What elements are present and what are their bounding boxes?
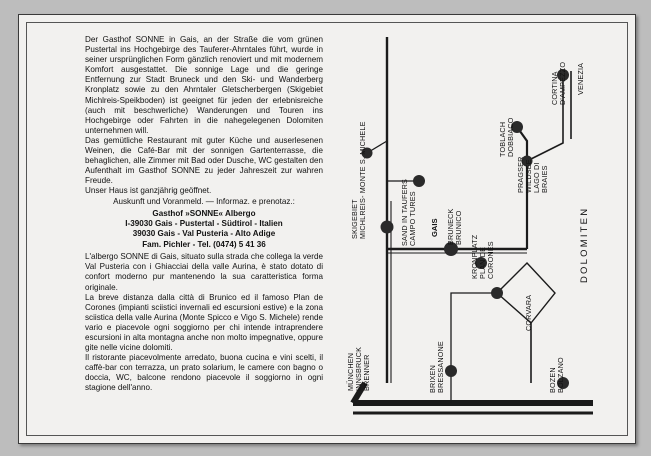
svg-text:BRIXEN: BRIXEN <box>428 365 437 393</box>
map-label-brixen <box>428 341 445 393</box>
map-label-michlreis <box>350 121 367 239</box>
svg-text:DOBBIACO: DOBBIACO <box>506 117 515 157</box>
map-label-dolomiten-region <box>579 207 590 283</box>
svg-text:BRESSANONE: BRESSANONE <box>436 341 445 393</box>
map-label-cortina <box>550 62 567 105</box>
svg-text:DOLOMITEN: DOLOMITEN <box>579 206 590 283</box>
svg-text:BRUNICO: BRUNICO <box>454 210 463 245</box>
map-label-corvara <box>524 295 533 331</box>
svg-text:SKIGEBIET: SKIGEBIET <box>350 199 359 239</box>
road-west-loop <box>451 293 497 331</box>
svg-text:CORONES: CORONES <box>486 241 495 279</box>
svg-text:LAGO DI: LAGO DI <box>532 162 541 193</box>
map-label-pragser-wildsee <box>516 156 549 193</box>
svg-text:WILDSEE: WILDSEE <box>524 159 533 193</box>
map-dot-sand-in-taufers <box>413 175 425 187</box>
svg-text:PRAGSER: PRAGSER <box>516 156 525 193</box>
map-label-bozen <box>548 357 565 393</box>
svg-text:MICHLREIS- MONTE S. MICHELE: MICHLREIS- MONTE S. MICHELE <box>358 121 367 239</box>
address-block <box>85 209 323 251</box>
svg-text:VENEZIA: VENEZIA <box>576 62 585 95</box>
paragraph-de-2: Das gemütliche Restaurant mit guter Küche und auserlesenen Weinen, die Café-Bar mit der sonnigen Gartenterrasse, die behaglichen, alle Zimmer mit Bad oder Dusche, WC gestalten den Aufenthalt im Gasthof SONNE zu jeder Jahreszeit zur wahren Freude. <box>85 135 323 186</box>
map-label-venezia <box>576 63 585 95</box>
map-label-gais <box>430 218 439 237</box>
paragraph-de-1: Der Gasthof SONNE in Gais, an der Straße die vom grünen Pustertal ins Hochgebirge des Tauferer-Ahrntales führt, wurde in seiner ursprünglichen Form gänzlich renoviert und mit modernem Komfort ausgestattet. Die sonnige Lage und die geringe Entfernung zur Stadt Bruneck und den Ski- und Wanderberg Kronplatz sowie zu den Ahrntaler Gletscherbergen (Skigebiet Michlreis-Speikboden) ist geeignet für jeden der erlebnisreiche (auch mit beschwerliche) Wanderungen und Touren ins Hochgebirge oder Fahrten in die nahegelegenen Dolomiten unternehmen will. <box>85 35 323 135</box>
description-text-column <box>85 35 323 394</box>
svg-text:PLAN DE: PLAN DE <box>478 246 487 279</box>
paragraph-it-2: La breve distanza dalla città di Brunico ed il famoso Plan de Corones (impianti sciistici invernali ed escursioni estive) e la zona sciistica della valle Aurina (Monte Spicco e Vigo S. Michele) rende vario e piacevole ogni soggiorno per chi intende intraprendere escursioni in alta montagna anche non molto impegnative, oppure gite nelle vicine dolomiti. <box>85 292 323 353</box>
map-dot-brixen <box>445 365 457 377</box>
svg-text:CORVARA: CORVARA <box>524 294 533 331</box>
svg-text:SAND IN TAUFERS: SAND IN TAUFERS <box>400 178 409 246</box>
map-label-kronplatz <box>470 234 495 279</box>
contact-lead: Auskunft und Voranmeld. — Informaz. e prenotaz.: <box>113 196 295 206</box>
svg-text:GAIS: GAIS <box>430 218 439 237</box>
map-dot-corvara <box>491 287 503 299</box>
svg-text:KRONPLATZ: KRONPLATZ <box>470 234 479 279</box>
map-label-bruneck <box>446 208 463 245</box>
map-label-muenchen <box>346 347 371 391</box>
address-line-4: Fam. Pichler - Tel. (0474) 5 41 36 <box>142 239 266 249</box>
svg-text:CORTINA: CORTINA <box>550 71 559 105</box>
svg-text:BRENNER: BRENNER <box>362 354 371 391</box>
svg-text:INNSBRUCK: INNSBRUCK <box>354 346 363 391</box>
map-label-toblach <box>498 117 515 157</box>
postcard-card <box>18 14 636 444</box>
svg-text:BRAIES: BRAIES <box>540 165 549 193</box>
paragraph-it-3: Il ristorante piacevolmente arredato, buona cucina e vini scelti, il caffè-bar con terrazza, un prato solarium, le camere con bagno o doccia, WC, balcone rendono piacevole il soggiorno in ogni stagione dell'anno. <box>85 353 323 393</box>
address-line-3: 39030 Gais - Val Pusteria - Alto Adige <box>132 229 276 239</box>
map-dot-gais <box>381 221 394 234</box>
svg-text:BOZEN: BOZEN <box>548 367 557 393</box>
svg-text:D'AMPEZZO: D'AMPEZZO <box>558 61 567 105</box>
paragraph-de-3: Unser Haus ist ganzjährig geöffnet. <box>85 186 212 196</box>
svg-text:MÜNCHEN: MÜNCHEN <box>346 352 355 391</box>
address-line-2: I-39030 Gais - Pustertal - Südtirol - Italien <box>125 219 283 228</box>
region-map <box>331 31 617 423</box>
svg-text:BOLZANO: BOLZANO <box>556 357 565 393</box>
svg-text:CAMPO TURES: CAMPO TURES <box>408 191 417 246</box>
address-line-1: Gasthof »SONNE« Albergo <box>152 208 256 218</box>
paragraph-it-1: L'albergo SONNE di Gais, situato sulla strada che collega la verde Val Pusteria con i Ghiacciai della valle Aurina, è stato dotato di confort moderno pur mantenendo la sua caratteristica forma originale. <box>85 252 323 292</box>
map-label-sand-in-taufers <box>400 179 417 246</box>
svg-text:TOBLACH: TOBLACH <box>498 121 507 157</box>
svg-text:BRUNECK: BRUNECK <box>446 208 455 245</box>
